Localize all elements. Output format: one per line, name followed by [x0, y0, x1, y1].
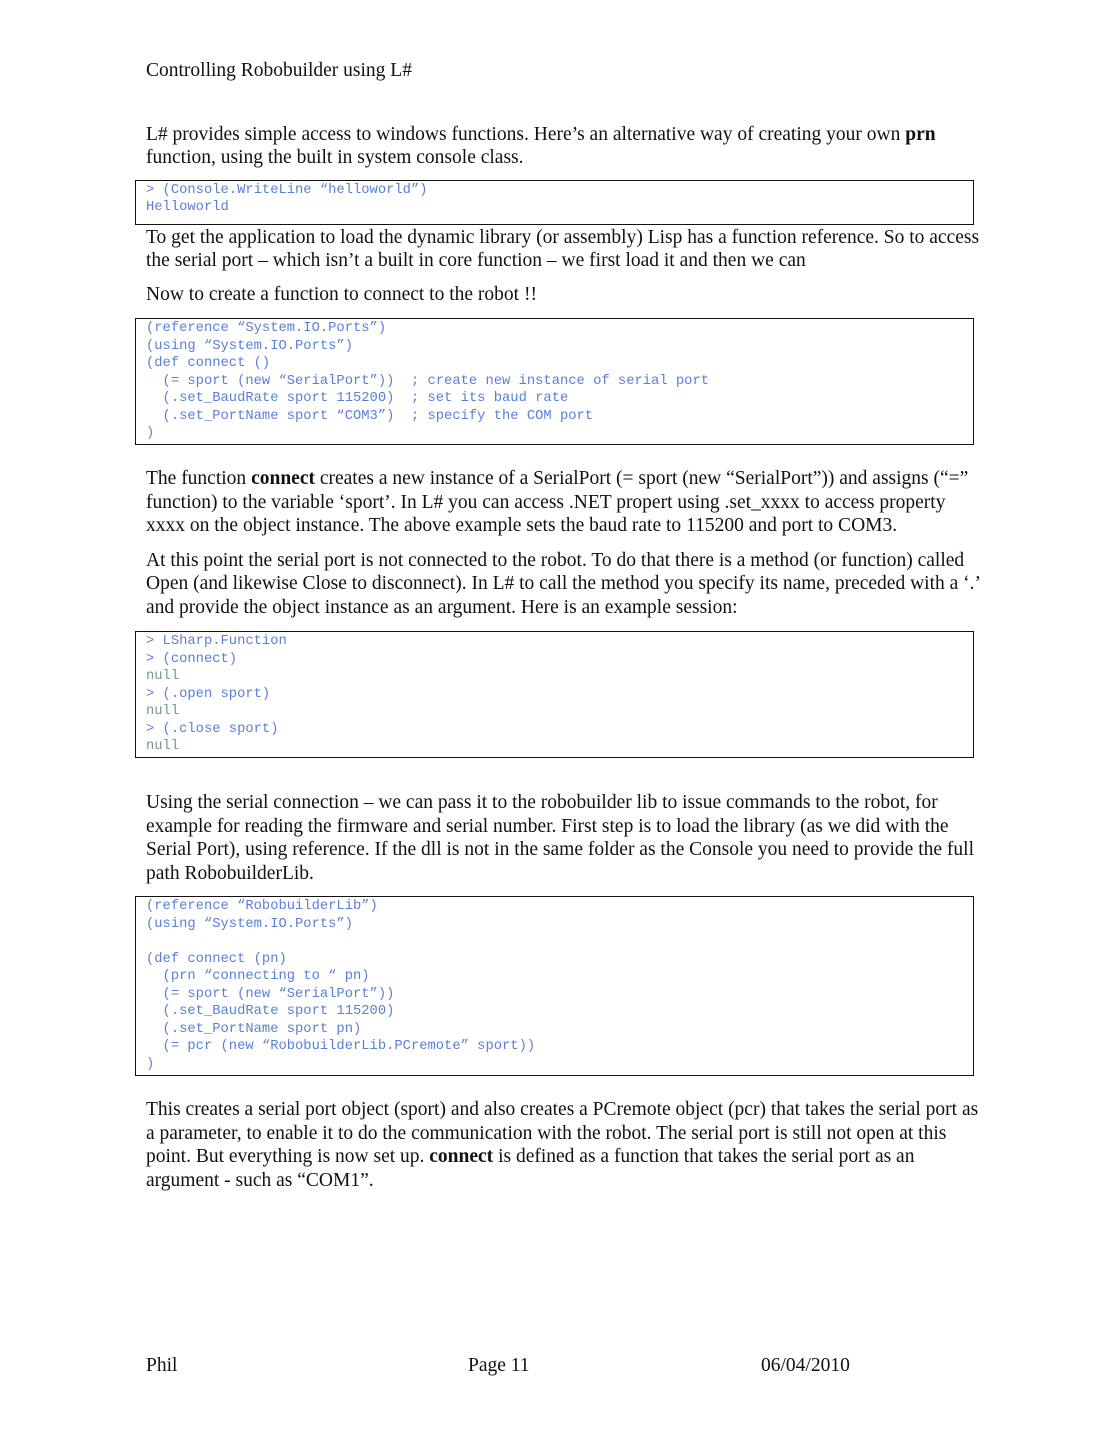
- bold-text: connect: [251, 468, 315, 489]
- page-body: [135, 59, 980, 1192]
- code-line: (using “System.IO.Ports”): [146, 338, 353, 354]
- paragraph-2: To get the application to load the dynamic library (or assembly) Lisp has a function reference. So to access the serial port – which isn’t a built in core function – we first load it and then we can: [146, 226, 980, 271]
- code-line: (.set_PortName sport pn): [146, 1021, 362, 1037]
- text: The function: [146, 468, 252, 489]
- code-block-4: [135, 896, 974, 1076]
- paragraph-6: Using the serial connection – we can pass it to the robobuilder lib to issue commands to the robot, for example for reading the firmware and serial number. First step is to load the library (as we did with the Serial Port), using reference. If the dll is not in the same folder as the Console you need to provide the full path RobobuilderLib.: [146, 792, 974, 884]
- code-output: null: [146, 704, 180, 719]
- code-line: [146, 933, 973, 951]
- code-block-2: [135, 318, 974, 445]
- code-line: ): [146, 426, 155, 441]
- code-output: null: [146, 669, 180, 684]
- paragraph-7: [135, 1098, 980, 1192]
- page-header: Controlling Robobuilder using L#: [146, 60, 412, 81]
- code-line: (= sport (new “SerialPort”)) ; create new instance of serial port: [146, 373, 710, 389]
- code-line: > LSharp.Function: [146, 634, 287, 649]
- bold-text: prn: [905, 123, 936, 145]
- code-block-1: [135, 180, 974, 225]
- code-line: (.set_BaudRate sport 115200) ; set its baud rate: [146, 391, 569, 406]
- code-line: (def connect (pn): [146, 951, 287, 967]
- code-line: > (Console.WriteLine “helloworld”): [146, 182, 428, 198]
- code-line: (= sport (new “SerialPort”)): [146, 986, 395, 1002]
- text: creates a new instance of a SerialPort (= sport (new “SerialPort”)) and assigns (“=” function) to the variable ‘sport’. In L# you can access .NET propert using .set_xxxx to access property xxxx on the object instance. The above example sets the baud rate to 115200 and port to COM3.: [146, 468, 969, 536]
- code-line: (prn “connecting to “ pn): [146, 969, 370, 984]
- paragraph-5: At this point the serial port is not connected to the robot. To do that there is a method (or function) called Open (and likewise Close to disconnect). In L# to call the method you specify its name, preceded with a ‘.’ and provide the object instance as an argument. Here is an example session:: [146, 549, 980, 618]
- paragraph-3: Now to create a function to connect to the robot !!: [146, 283, 537, 305]
- footer-page-number: Page 11: [468, 1355, 530, 1376]
- code-line: ): [146, 1056, 155, 1072]
- code-line: > (connect): [146, 651, 238, 667]
- code-block-3: [135, 631, 974, 758]
- bold-text: connect: [429, 1146, 494, 1167]
- code-line: > (.open sport): [146, 686, 271, 702]
- code-line: (def connect (): [146, 356, 271, 371]
- footer-author: Phil: [146, 1355, 178, 1376]
- code-output: null: [146, 739, 180, 754]
- code-line: (.set_PortName sport “COM3”) ; specify the COM port: [146, 408, 594, 424]
- code-line: Helloworld: [146, 200, 229, 215]
- paragraph-1: [135, 123, 980, 170]
- text: This creates a serial port object (sport) and also creates a PCremote object (pcr) that takes the serial port as a parameter, to enable it to do the communication with the robot. The serial port is still not open at this point. But everything is now set up.: [146, 1099, 979, 1167]
- paragraph-4: [135, 467, 980, 538]
- text: L# provides simple access to windows functions. Here’s an alternative way of creating your own: [146, 123, 906, 145]
- text: is defined as a function that takes the serial port as an argument - such as “COM1”.: [146, 1146, 915, 1191]
- code-line: (reference “RobobuilderLib”): [146, 899, 378, 914]
- code-line: > (.close sport): [146, 721, 279, 737]
- code-line: (= pcr (new “RobobuilderLib.PCremote” sport)): [146, 1039, 536, 1054]
- code-line: (.set_BaudRate sport 115200): [146, 1004, 395, 1019]
- text: function, using the built in system console class.: [146, 147, 524, 168]
- code-line: (using “System.IO.Ports”): [146, 916, 353, 932]
- code-line: (reference “System.IO.Ports”): [146, 321, 387, 336]
- footer-date: 06/04/2010: [761, 1355, 850, 1376]
